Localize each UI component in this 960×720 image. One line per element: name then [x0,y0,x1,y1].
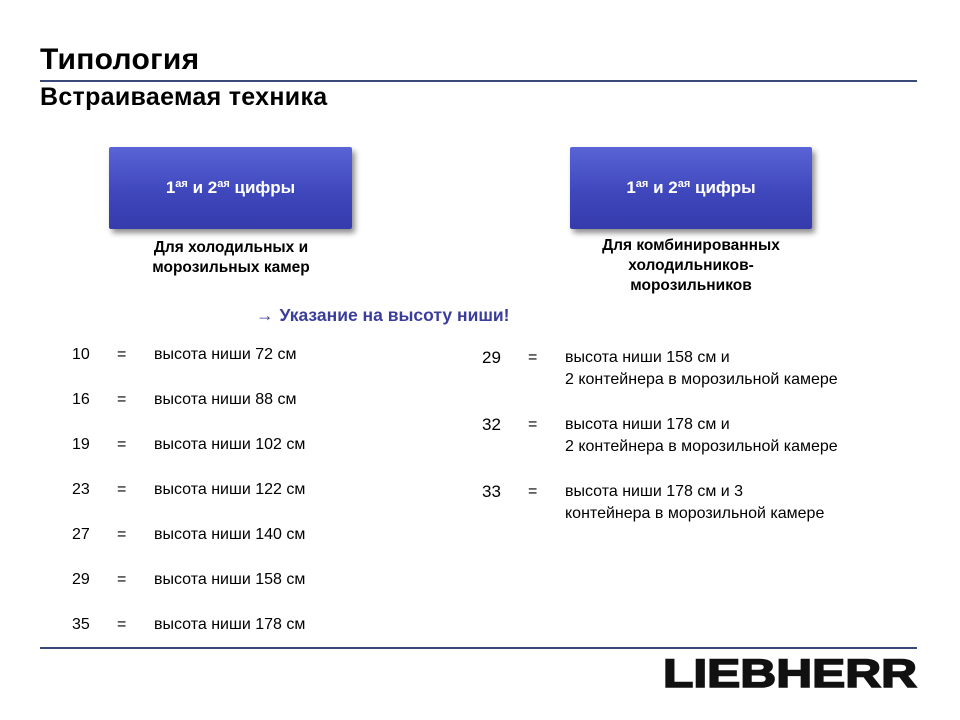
page-subtitle: Встраиваемая техника [40,83,328,111]
liebherr-logo [662,652,918,692]
box-label: $1^{ая}$ и $2^{ая}$ цифры [165,178,296,197]
arrow-right-icon: → [256,305,274,325]
logo-text: LIEBHERR [663,652,918,692]
digits-box-left [109,147,352,229]
footer-divider [40,647,917,649]
caption-left: Для холодильных и морозильных камер [152,239,310,276]
niche-height-note: → Указание на высоту ниши! [256,305,510,325]
page-title: Типология [40,43,200,76]
box-label: $1^{ая}$ и $2^{ая}$ цифры [626,178,756,197]
digits-box-right [570,147,812,229]
caption-right: Для комбинированных холодильников- морозильников [602,237,780,294]
